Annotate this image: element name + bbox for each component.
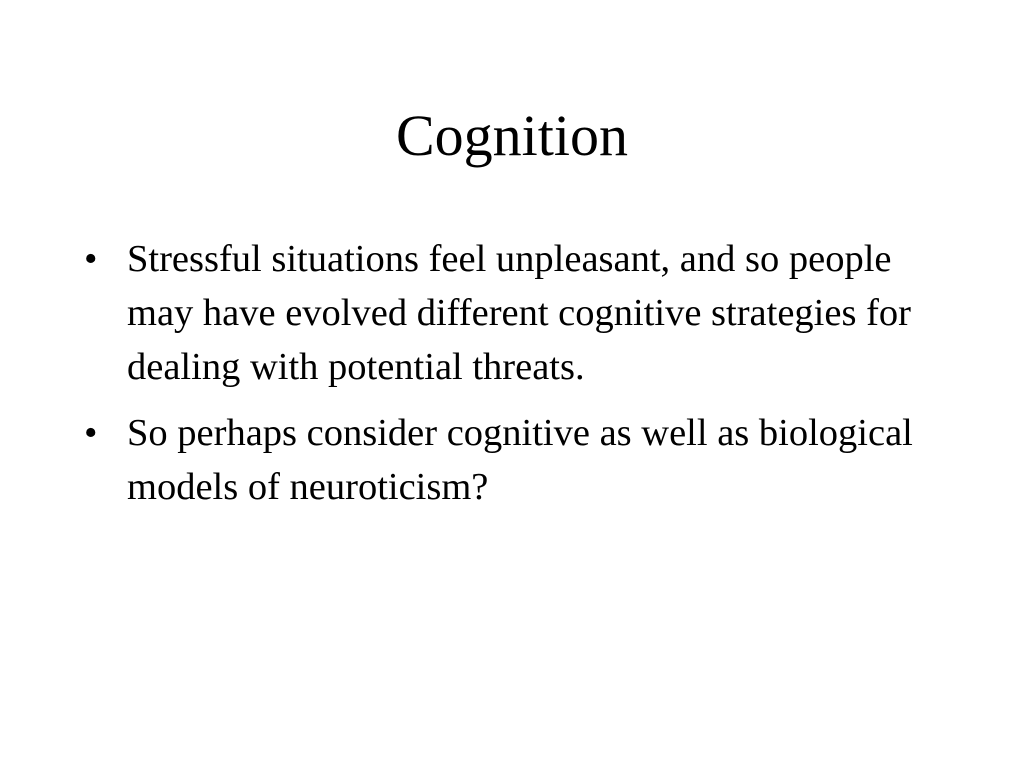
bullet-list (84, 232, 914, 526)
bullet-text: So perhaps consider cognitive as well as biological models of neuroticism? (127, 412, 913, 508)
bullet-icon: • (84, 412, 98, 454)
slide-title: Cognition (395, 103, 629, 168)
bullet-item (84, 232, 914, 394)
bullet-text: Stressful situations feel unpleasant, and so people may have evolved different cognitive strategies for dealing with potential threats. (127, 238, 911, 388)
bullet-icon: • (84, 238, 98, 280)
bullet-item (84, 406, 914, 514)
